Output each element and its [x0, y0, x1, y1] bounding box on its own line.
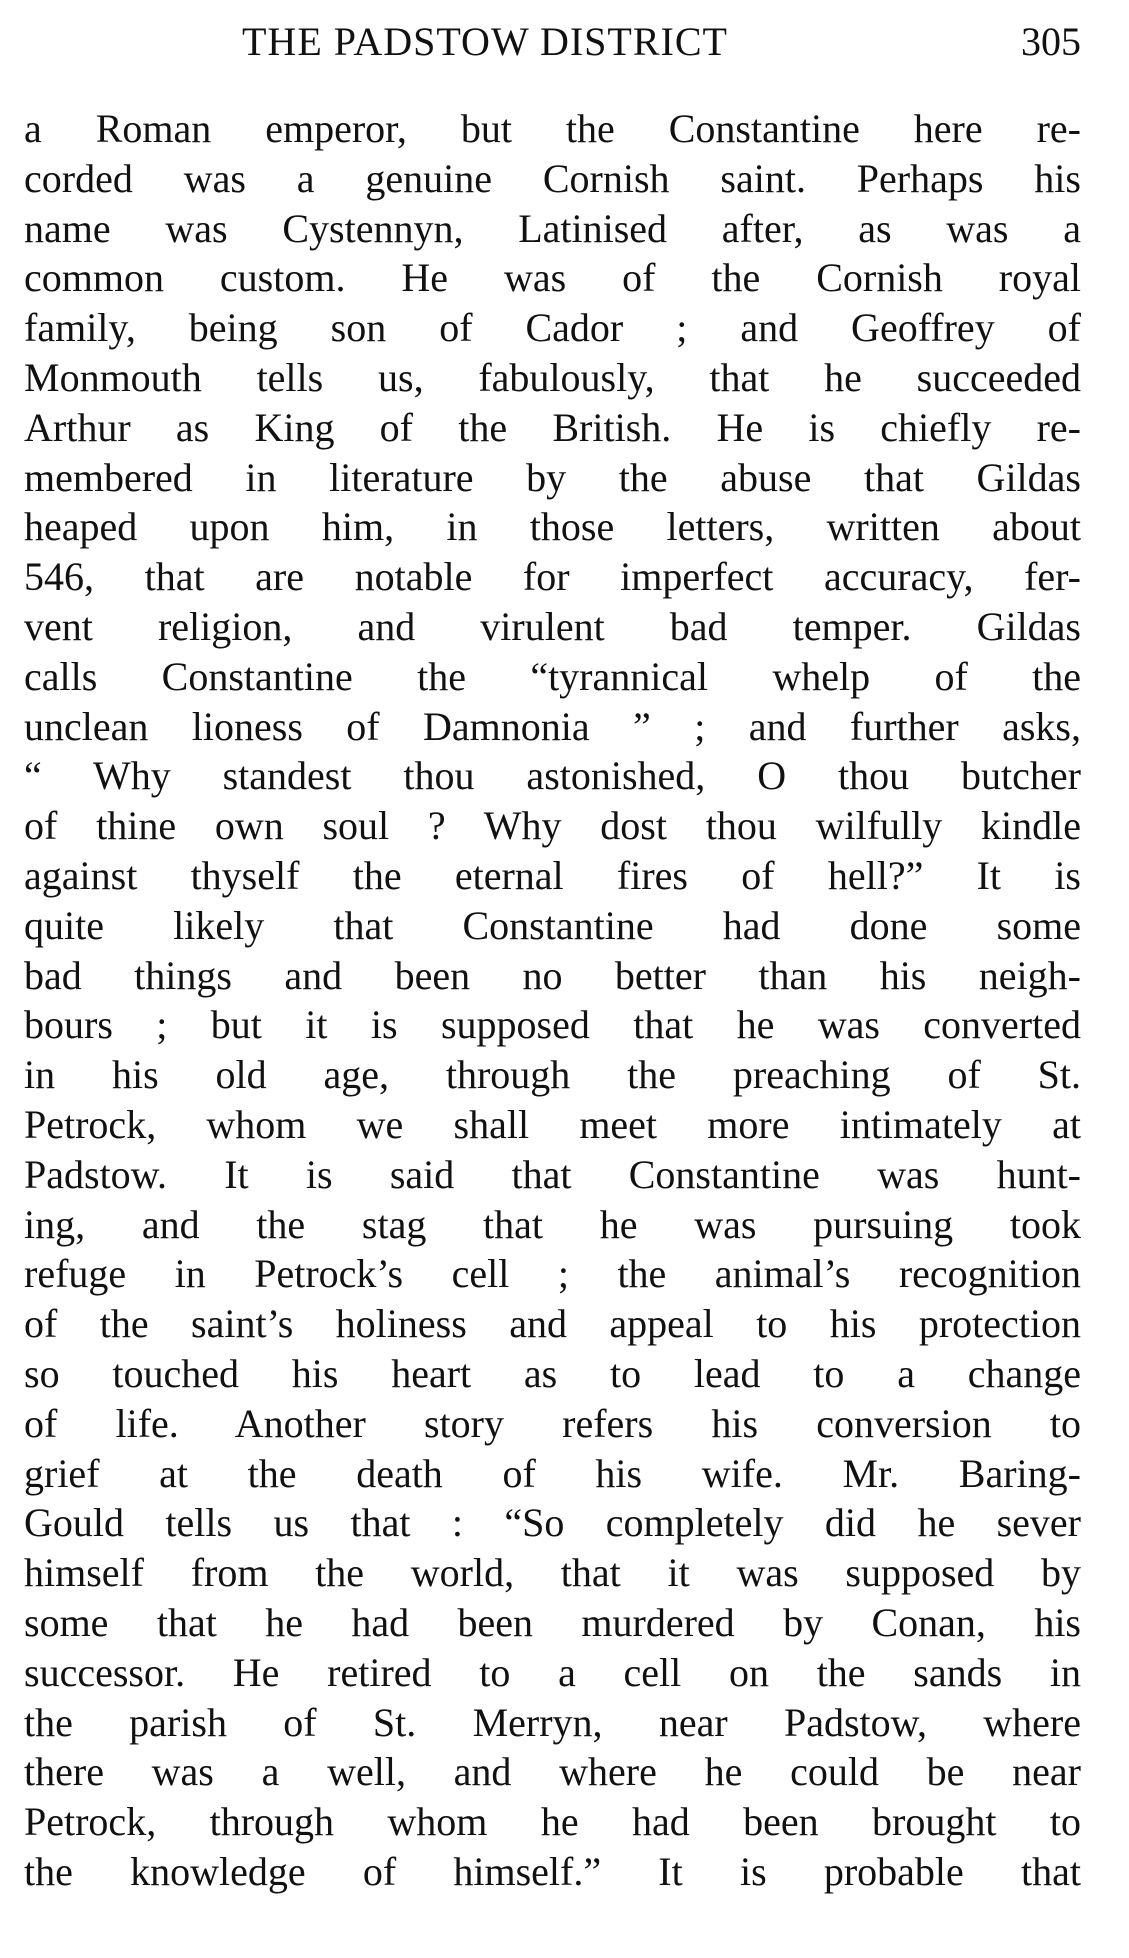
text-line: there was a well, and where he could be near	[24, 1749, 1081, 1795]
text-line: himself from the world, that it was supposed by	[24, 1550, 1081, 1596]
text-line: Gould tells us that : “So completely did he sever	[24, 1500, 1081, 1546]
text-line: name was Cystennyn, Latinised after, as was a	[24, 205, 1081, 251]
text-line: in his old age, through the preaching of St.	[24, 1052, 1081, 1098]
text-line: grief at the death of his wife. Mr. Baring-	[24, 1450, 1081, 1496]
text-line: corded was a genuine Cornish saint. Perhaps his	[24, 155, 1081, 201]
body-text	[24, 104, 1081, 1897]
text-line: of thine own soul ? Why dost thou wilfully kindle	[24, 803, 1081, 849]
running-head-title: THE PADSTOW DISTRICT	[242, 19, 728, 64]
text-line: Monmouth tells us, fabulously, that he succeeded	[24, 354, 1081, 400]
text-line: quite likely that Constantine had done some	[24, 902, 1081, 948]
book-page	[24, 0, 1081, 1958]
text-line: Petrock, through whom he had been brought to	[24, 1799, 1081, 1845]
text-line: bad things and been no better than his neigh-	[24, 952, 1081, 998]
text-line: unclean lioness of Damnonia ” ; and further asks,	[24, 703, 1081, 749]
text-line: successor. He retired to a cell on the sands in	[24, 1649, 1081, 1695]
text-line: Arthur as King of the British. He is chiefly re-	[24, 404, 1081, 450]
text-line: Padstow. It is said that Constantine was hunt-	[24, 1151, 1081, 1197]
text-line: family, being son of Cador ; and Geoffrey of	[24, 305, 1081, 351]
text-line: common custom. He was of the Cornish royal	[24, 255, 1081, 301]
text-line: against thyself the eternal fires of hell?” It is	[24, 852, 1081, 898]
text-line: 546, that are notable for imperfect accuracy, fer-	[24, 554, 1081, 600]
text-line: ing, and the stag that he was pursuing took	[24, 1201, 1081, 1247]
text-line: of life. Another story refers his conversion to	[24, 1400, 1081, 1446]
text-line: calls Constantine the “tyrannical whelp of the	[24, 653, 1081, 699]
text-line: refuge in Petrock’s cell ; the animal’s recognition	[24, 1251, 1081, 1297]
text-line: some that he had been murdered by Conan, his	[24, 1599, 1081, 1645]
page-number: 305	[1021, 19, 1081, 64]
text-line: vent religion, and virulent bad temper. Gildas	[24, 603, 1081, 649]
text-line: the parish of St. Merryn, near Padstow, where	[24, 1699, 1081, 1745]
text-line: heaped upon him, in those letters, written about	[24, 504, 1081, 550]
text-line: of the saint’s holiness and appeal to his protection	[24, 1301, 1081, 1347]
text-line: bours ; but it is supposed that he was converted	[24, 1002, 1081, 1048]
text-line: a Roman emperor, but the Constantine here re-	[24, 106, 1081, 151]
text-line: membered in literature by the abuse that Gildas	[24, 454, 1081, 500]
text-line: “ Why standest thou astonished, O thou butcher	[24, 753, 1081, 799]
text-line: the knowledge of himself.” It is probable that	[24, 1848, 1081, 1894]
running-head	[24, 18, 1081, 68]
text-line: so touched his heart as to lead to a change	[24, 1350, 1081, 1396]
text-line: Petrock, whom we shall meet more intimately at	[24, 1101, 1081, 1147]
